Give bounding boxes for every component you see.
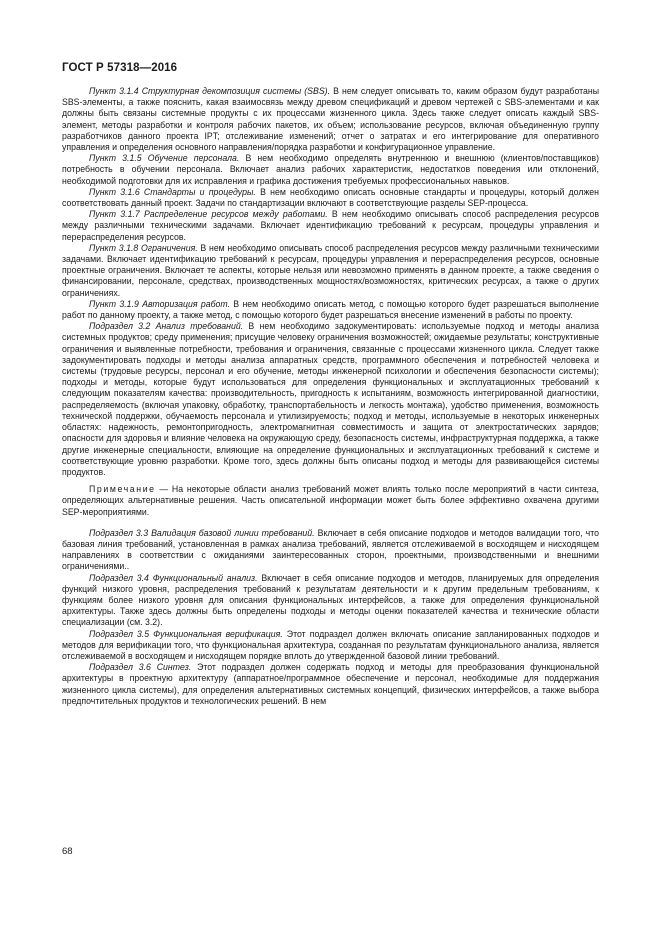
paragraph-3-4: [62, 573, 599, 629]
paragraph-3-1-7: [62, 209, 599, 243]
standard-header: ГОСТ Р 57318—2016: [62, 62, 178, 74]
paragraph-heading: Пункт 3.1.8 Ограничения.: [89, 242, 198, 253]
paragraph-heading: Пункт 3.1.6 Стандарты и процедуры.: [89, 186, 256, 197]
paragraph-heading: Пункт 3.1.4 Структурная декомпозиция системы (SBS).: [89, 86, 331, 96]
paragraph-3-1-6: [62, 187, 599, 209]
page-number: 68: [62, 846, 73, 857]
paragraph-heading: Пункт 3.1.7 Распределение ресурсов между работами.: [89, 209, 328, 220]
paragraph-heading: Подраздел 3.2 Анализ требований.: [89, 321, 244, 332]
paragraph-3-1-9: [62, 299, 599, 321]
paragraph-text: Этот подраздел должен включать описание запланированных подходов и методов для верификации того, что функциональная архитектура, созданная по результатам функционального анализа, является отслеживаемой в восходящем и нисходящем порядке вплоть до утвержденной базовой линии требований.: [62, 628, 599, 661]
paragraph-3-1-8: [62, 243, 599, 299]
paragraph-3-3: [62, 528, 599, 573]
paragraph-text: Включает в себя описание подходов и методов валидации того, что базовая линия требований, установленная в рамках анализа требований, является отслеживаемой в восходящем и нисходящем направлениях в соответствии с ожиданиями заинтересованных сторон, проектными, производственными и внешними ограничениями..: [62, 527, 599, 572]
paragraph-text: В нем необходимо задокументировать: используемые подход и методы анализа системных продуктов; среду применения; присущие человеку ограничения возможностей; ожидаемые результаты; конструктивные ограничения и выявленные потребности, требования и ограничения, связанные с процессами жизненного цикла. Следует также задокументировать подходы и методы анализа аппаратных средств, программного обеспечения и потребностей человека и системы (трудовые ресурсы, персонал и его обучение, методы инженерной психологии и обеспечения безопасности системы); подходы и методы, которые будут использоваться для определения функциональных и эксплуатационных требований к следующим показателям качества: производительность, пригодность к испытаниям, возможность интегрированной диагностики, распределяемость (включая упаковку, обработку, транспортабельность и легкость монтажа), удобство применения, возможность технической поддержки, обучаемость персонала и утилизируемость; подход и методы, используемые в некоторых инженерных областях: надежность, ремонтопригодность, электромагнитная совместимость и защита от электростатических зарядов; опасности для здоровья и влияние человека на окружающую среду, безопасность системы, инфраструктурная поддержка, а также другие инженерные специальности, влияющие на определение функциональных и эксплуатационных требований к системе и соответствующие уровню разработки. Кроме того, здесь должны быть описаны подход и методы для развивающейся системы продуктов.: [62, 321, 599, 477]
paragraph-3-1-5: [62, 153, 599, 187]
paragraph-text: Этот подраздел должен содержать подход и методы для преобразования функциональной архитектуры в проектную архитектуру (аппаратное/программное обеспечение и персонал, необходимые для поддержания жизненного цикла системы), для определения альтернативных системных концепций, физических интерфейсов, а также выбора предпочтительных продуктов и технологических решений. В нем: [62, 662, 599, 706]
paragraph-text: В нем необходимо описать основные стандарты и процедуры, который должен соответствовать данный проект. Задачи по стандартизации включают в соответствующие разделы SEP-процесса.: [62, 186, 599, 209]
paragraph-text: В нем следует описывать то, каким образом будут разработаны SBS-элементы, а также пояснить, какая взаимосвязь между древом спецификаций и древом чертежей с SBS-элементами и как должны быть связаны системные продукты с их процессами жизненного цикла. Здесь также следует описать каждый SBS-элемент, методы разработки и контроля рабочих пакетов, их объем; использование ресурсов, включая объединенную группу разработчиков данного проекта IPT; отслеживание изменений; отчет о затратах и его интегрирование для оперативного управления и определения основного направления/порядка разработки и конфигурационное управление.: [62, 86, 600, 153]
paragraph-text: В нем необходимо описать метод, с помощью которого будет разрешаться выполнение работ по данному проекту, а также метод, с помощью которого будет разрешаться внесение изменений в работы по проекту.: [62, 298, 599, 321]
note-paragraph: [62, 484, 599, 518]
paragraph-text: Включает в себя описание подходов и методов, планируемых для определения функций низкого уровня, распределения требований к результатам деятельности и к другим предельным требованиям, к функциям более низкого уровня для описания функциональных интерфейсов, а также для определения функциональной архитектуры. Также здесь должны быть определены подходы и методы оценки показателей качества и технические области специализации (см. 3.2).: [62, 572, 600, 628]
document-body: [62, 86, 599, 707]
note-dash: —: [155, 484, 172, 495]
paragraph-text: В нем необходимо описывать способ распределения ресурсов между различными техническими задачами. Включает идентификацию требований к ресурсам, процедуры управления и перераспределения ресурсов, основные проектные ограничения. Включает те аспекты, которые нельзя или невозможно применять в данном проекте, а также сведения о финансировании, персонале, средствах, производственных мощностях/возможностях, критических ресурсах, а также о других ограничениях.: [62, 242, 599, 298]
paragraph-heading: Подраздел 3.4 Функциональный анализ.: [89, 572, 258, 583]
paragraph-heading: Подраздел 3.6 Синтез.: [89, 662, 192, 673]
paragraph-heading: Пункт 3.1.5 Обучение персонала.: [89, 153, 240, 164]
note-label: Примечание: [89, 484, 156, 495]
note-text: На некоторые области анализ требований может влиять только после мероприятий в части синтеза, определяющих альтернативные решения. Часть описательной информации может быть более эффективно охвачена другими SEP-мероприятиями.: [62, 484, 599, 517]
paragraph-3-6: [62, 662, 599, 707]
paragraph-text: В нем необходимо описывать способ распределения ресурсов между различными техническими задачами. Включает идентификацию требований к ресурсам, процедуры управления и перераспределения ресурсов.: [62, 209, 600, 242]
paragraph-3-2: [62, 321, 599, 478]
paragraph-text: В нем необходимо определять внутреннюю и внешнюю (клиентов/поставщиков) потребность в обучении персонала. Включает анализ рабочих характеристик, недостатков поведения или отклонений, необходимой подготовки для их исправления и графика достижения требуемых профессиональных навыков.: [62, 153, 599, 186]
paragraph-heading: Подраздел 3.5 Функциональная верификация.: [89, 628, 283, 639]
paragraph-3-1-4: [62, 86, 599, 153]
paragraph-heading: Пункт 3.1.9 Авторизация работ.: [89, 298, 231, 309]
paragraph-heading: Подраздел 3.3 Валидация базовой линии требований.: [89, 527, 315, 538]
paragraph-3-5: [62, 629, 599, 663]
